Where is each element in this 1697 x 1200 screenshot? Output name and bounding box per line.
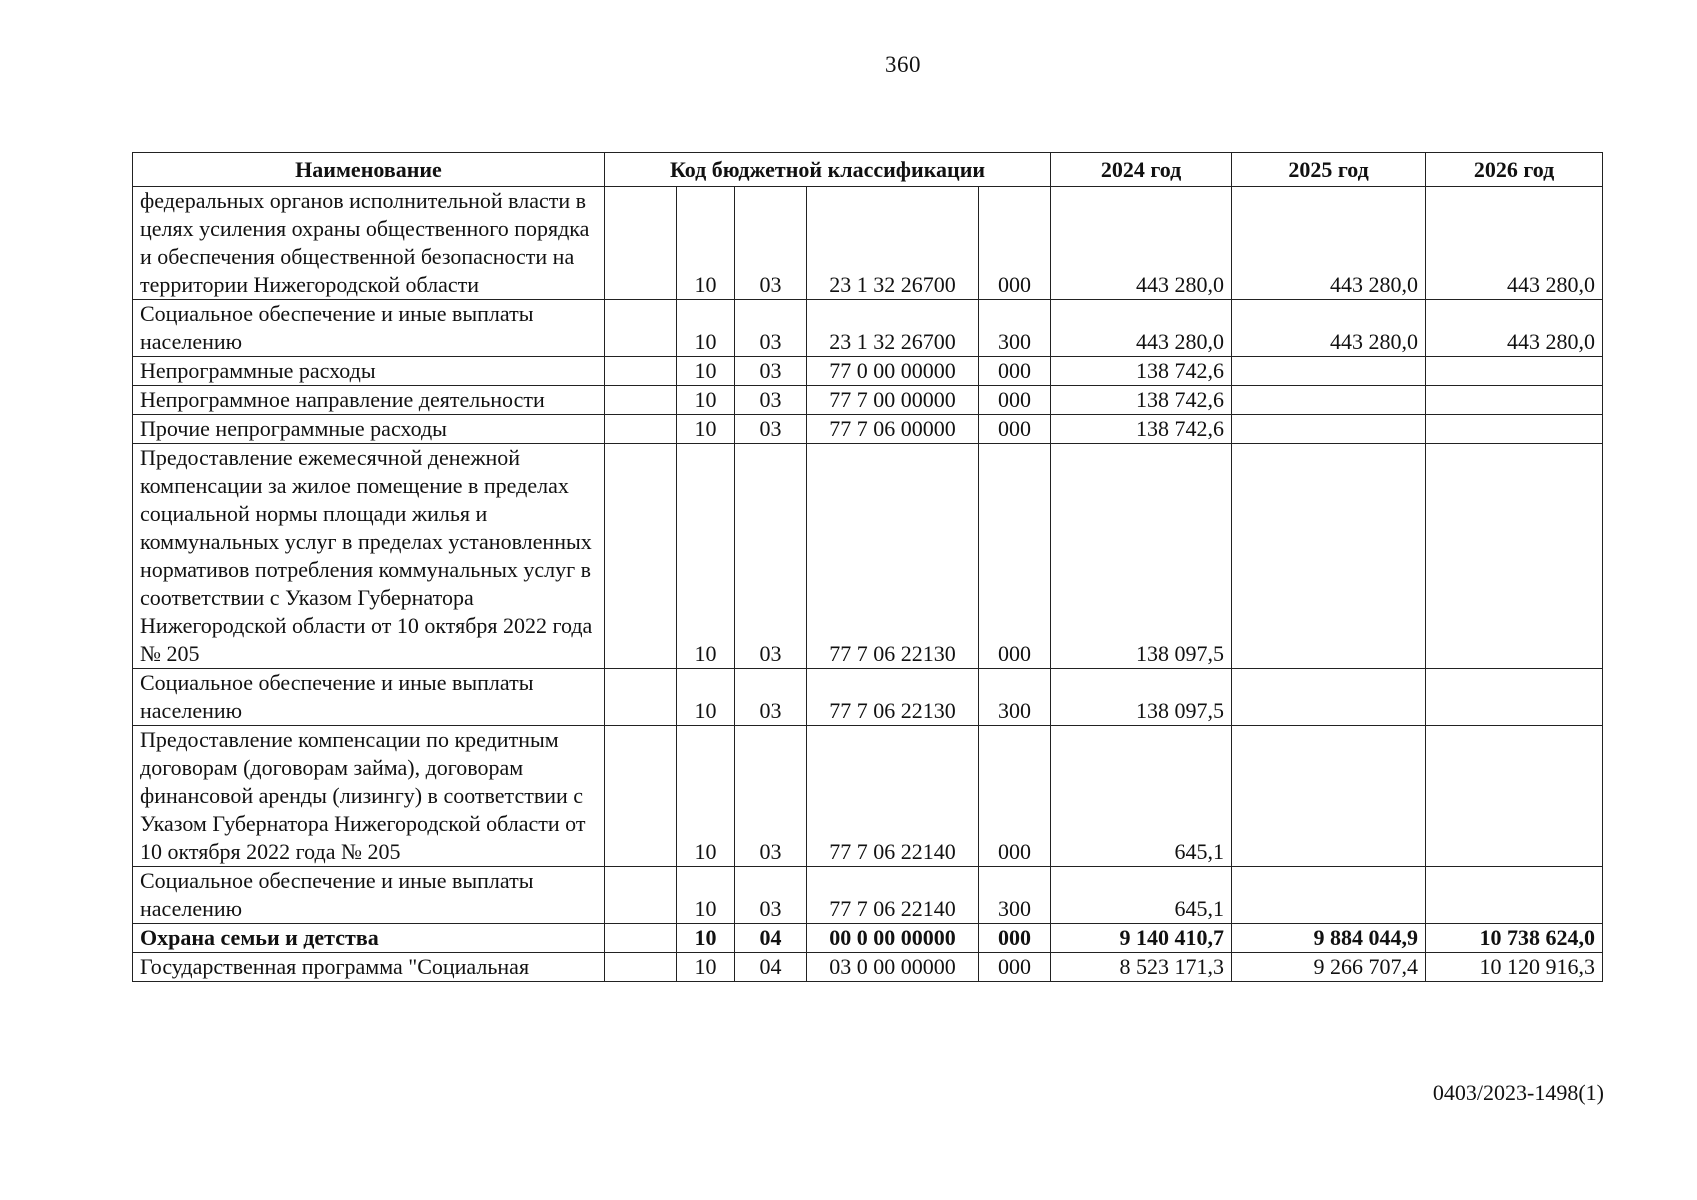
cell-code-1 xyxy=(605,924,677,953)
cell-code-section: 10 xyxy=(677,669,735,726)
table-row xyxy=(133,953,1603,982)
cell-name: Прочие непрограммные расходы xyxy=(133,415,605,444)
cell-code-expense-type: 000 xyxy=(979,187,1051,300)
cell-2026: 443 280,0 xyxy=(1426,187,1603,300)
cell-2025 xyxy=(1232,386,1426,415)
cell-code-section: 10 xyxy=(677,386,735,415)
cell-2025 xyxy=(1232,357,1426,386)
cell-code-expense-type: 000 xyxy=(979,357,1051,386)
table-row xyxy=(133,444,1603,669)
cell-2024: 645,1 xyxy=(1051,867,1232,924)
cell-2024: 8 523 171,3 xyxy=(1051,953,1232,982)
cell-code-target: 00 0 00 00000 xyxy=(807,924,979,953)
cell-code-expense-type: 000 xyxy=(979,726,1051,867)
header-2026: 2026 год xyxy=(1426,153,1603,187)
document-code: 0403/2023-1498(1) xyxy=(1432,1080,1604,1105)
table-body xyxy=(133,187,1603,982)
cell-2024: 138 742,6 xyxy=(1051,357,1232,386)
cell-2024: 443 280,0 xyxy=(1051,300,1232,357)
cell-code-1 xyxy=(605,300,677,357)
cell-name: Охрана семьи и детства xyxy=(133,924,605,953)
cell-2025 xyxy=(1232,726,1426,867)
cell-code-expense-type: 000 xyxy=(979,924,1051,953)
cell-code-target: 77 7 00 00000 xyxy=(807,386,979,415)
cell-code-1 xyxy=(605,726,677,867)
cell-code-section: 10 xyxy=(677,867,735,924)
header-2024: 2024 год xyxy=(1051,153,1232,187)
cell-code-subsection: 04 xyxy=(735,953,807,982)
cell-code-target: 03 0 00 00000 xyxy=(807,953,979,982)
cell-code-subsection: 03 xyxy=(735,386,807,415)
cell-code-1 xyxy=(605,415,677,444)
cell-2024: 645,1 xyxy=(1051,726,1232,867)
cell-code-expense-type: 000 xyxy=(979,415,1051,444)
table-row xyxy=(133,386,1603,415)
cell-name: Предоставление ежемесячной денежной компенсации за жилое помещение в пределах социальной нормы площади жилья и коммунальных услуг в пределах установленных нормативов потребления коммунальных услуг в соответствии с Указом Губернатора Нижегородской области от 10 октября 2022 года № 205 xyxy=(133,444,605,669)
cell-code-section: 10 xyxy=(677,444,735,669)
cell-code-1 xyxy=(605,386,677,415)
cell-2025 xyxy=(1232,669,1426,726)
page-number: 360 xyxy=(885,52,921,77)
cell-code-subsection: 03 xyxy=(735,415,807,444)
budget-table xyxy=(132,152,1603,982)
cell-code-target: 77 7 06 00000 xyxy=(807,415,979,444)
table-row xyxy=(133,669,1603,726)
cell-2024: 9 140 410,7 xyxy=(1051,924,1232,953)
cell-code-subsection: 03 xyxy=(735,867,807,924)
cell-code-expense-type: 300 xyxy=(979,300,1051,357)
cell-name: федеральных органов исполнительной власти в целях усиления охраны общественного порядка и обеспечения общественной безопасности на территории Нижегородской области xyxy=(133,187,605,300)
cell-2026: 10 738 624,0 xyxy=(1426,924,1603,953)
cell-name: Государственная программа "Социальная xyxy=(133,953,605,982)
cell-code-expense-type: 000 xyxy=(979,386,1051,415)
cell-2024: 138 742,6 xyxy=(1051,386,1232,415)
table-row xyxy=(133,415,1603,444)
cell-2025: 443 280,0 xyxy=(1232,187,1426,300)
cell-2026 xyxy=(1426,867,1603,924)
table-row xyxy=(133,867,1603,924)
cell-code-target: 77 0 00 00000 xyxy=(807,357,979,386)
cell-code-subsection: 03 xyxy=(735,669,807,726)
cell-code-subsection: 04 xyxy=(735,924,807,953)
cell-code-section: 10 xyxy=(677,924,735,953)
cell-code-section: 10 xyxy=(677,415,735,444)
cell-code-target: 23 1 32 26700 xyxy=(807,187,979,300)
cell-code-1 xyxy=(605,669,677,726)
table-row xyxy=(133,187,1603,300)
cell-code-target: 77 7 06 22140 xyxy=(807,726,979,867)
cell-2025 xyxy=(1232,444,1426,669)
cell-code-section: 10 xyxy=(677,726,735,867)
cell-code-1 xyxy=(605,444,677,669)
cell-2026: 443 280,0 xyxy=(1426,300,1603,357)
cell-code-subsection: 03 xyxy=(735,187,807,300)
cell-code-expense-type: 300 xyxy=(979,867,1051,924)
cell-2025: 9 884 044,9 xyxy=(1232,924,1426,953)
cell-code-expense-type: 000 xyxy=(979,444,1051,669)
table-row xyxy=(133,300,1603,357)
cell-name: Непрограммное направление деятельности xyxy=(133,386,605,415)
cell-code-1 xyxy=(605,867,677,924)
cell-2026 xyxy=(1426,415,1603,444)
cell-code-1 xyxy=(605,357,677,386)
cell-code-section: 10 xyxy=(677,300,735,357)
cell-code-subsection: 03 xyxy=(735,726,807,867)
cell-2024: 138 742,6 xyxy=(1051,415,1232,444)
header-code: Код бюджетной классификации xyxy=(605,153,1051,187)
cell-2026 xyxy=(1426,444,1603,669)
cell-2026 xyxy=(1426,386,1603,415)
cell-2025 xyxy=(1232,415,1426,444)
cell-code-subsection: 03 xyxy=(735,357,807,386)
cell-code-subsection: 03 xyxy=(735,444,807,669)
cell-name: Социальное обеспечение и иные выплаты населению xyxy=(133,300,605,357)
cell-name: Непрограммные расходы xyxy=(133,357,605,386)
cell-2025: 443 280,0 xyxy=(1232,300,1426,357)
cell-code-target: 77 7 06 22130 xyxy=(807,444,979,669)
cell-name: Предоставление компенсации по кредитным договорам (договорам займа), договорам финансовой аренды (лизингу) в соответствии с Указом Губернатора Нижегородской области от 10 октября 2022 года № 205 xyxy=(133,726,605,867)
table-row xyxy=(133,357,1603,386)
cell-2024: 443 280,0 xyxy=(1051,187,1232,300)
cell-2025: 9 266 707,4 xyxy=(1232,953,1426,982)
cell-name: Социальное обеспечение и иные выплаты населению xyxy=(133,867,605,924)
cell-2025 xyxy=(1232,867,1426,924)
cell-code-subsection: 03 xyxy=(735,300,807,357)
table-row xyxy=(133,924,1603,953)
table-header-row xyxy=(133,153,1603,187)
cell-2024: 138 097,5 xyxy=(1051,669,1232,726)
header-name: Наименование xyxy=(133,153,605,187)
cell-2026 xyxy=(1426,669,1603,726)
cell-name: Социальное обеспечение и иные выплаты населению xyxy=(133,669,605,726)
cell-2026 xyxy=(1426,357,1603,386)
cell-2026: 10 120 916,3 xyxy=(1426,953,1603,982)
cell-2024: 138 097,5 xyxy=(1051,444,1232,669)
cell-code-target: 23 1 32 26700 xyxy=(807,300,979,357)
cell-code-expense-type: 300 xyxy=(979,669,1051,726)
cell-code-section: 10 xyxy=(677,187,735,300)
cell-code-target: 77 7 06 22140 xyxy=(807,867,979,924)
cell-code-section: 10 xyxy=(677,953,735,982)
cell-code-1 xyxy=(605,953,677,982)
cell-2026 xyxy=(1426,726,1603,867)
table-row xyxy=(133,726,1603,867)
cell-code-section: 10 xyxy=(677,357,735,386)
cell-code-1 xyxy=(605,187,677,300)
cell-code-target: 77 7 06 22130 xyxy=(807,669,979,726)
header-2025: 2025 год xyxy=(1232,153,1426,187)
cell-code-expense-type: 000 xyxy=(979,953,1051,982)
